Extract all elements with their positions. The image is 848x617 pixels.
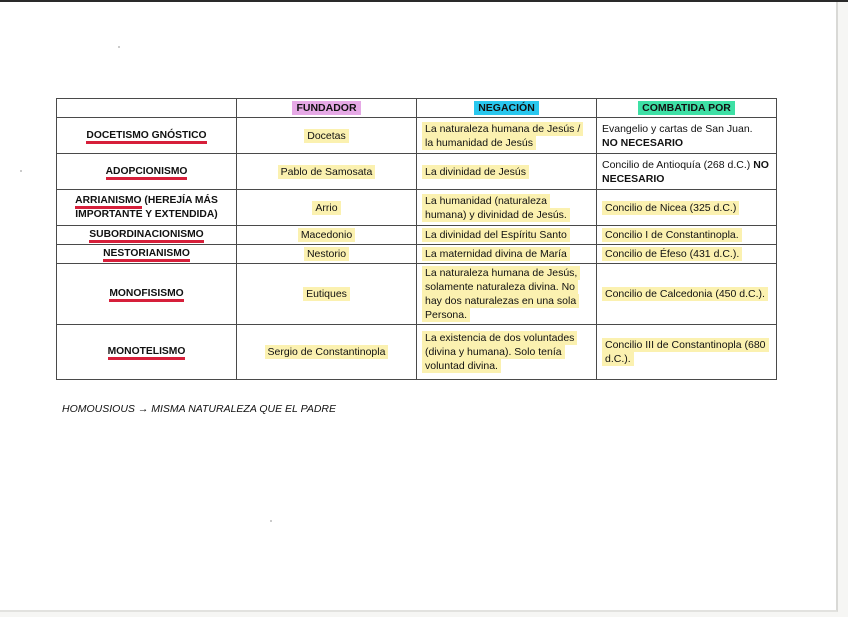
table-row xyxy=(57,325,777,380)
scan-edge-line xyxy=(0,0,848,2)
table-row xyxy=(57,264,777,325)
scan-speck xyxy=(20,170,22,172)
founder-cell: Docetas xyxy=(237,118,417,154)
negation-cell: La humanidad (naturaleza humana) y divinidad de Jesús. xyxy=(417,190,597,226)
table-row xyxy=(57,154,777,190)
combated-cell: Concilio de Antioquía (268 d.C.) NO NECESARIO xyxy=(597,154,777,190)
negation-cell: La divinidad de Jesús xyxy=(417,154,597,190)
combated-cell: Concilio I de Constantinopla. xyxy=(597,226,777,245)
heresy-name-cell: ARRIANISMO (HEREJÍA MÁS IMPORTANTE Y EXTENDIDA) xyxy=(57,190,237,226)
negation-cell: La divinidad del Espíritu Santo xyxy=(417,226,597,245)
heresy-name-cell: SUBORDINACIONISMO xyxy=(57,226,237,245)
negation-cell: La naturaleza humana de Jesús / la humanidad de Jesús xyxy=(417,118,597,154)
combated-cell: Concilio de Nicea (325 d.C.) xyxy=(597,190,777,226)
table-row xyxy=(57,118,777,154)
scan-speck xyxy=(270,520,272,522)
scan-speck xyxy=(118,46,120,48)
founder-cell: Macedonio xyxy=(237,226,417,245)
heresy-name-cell: DOCETISMO GNÓSTICO xyxy=(57,118,237,154)
header-combatida-por: COMBATIDA POR xyxy=(597,99,777,118)
negation-cell: La maternidad divina de María xyxy=(417,245,597,264)
founder-cell: Arrio xyxy=(237,190,417,226)
table-row xyxy=(57,226,777,245)
heresy-name-cell: ADOPCIONISMO xyxy=(57,154,237,190)
founder-cell: Nestorio xyxy=(237,245,417,264)
heresy-table xyxy=(56,98,777,380)
header-negacion: NEGACIÓN xyxy=(417,99,597,118)
heresy-name-cell: NESTORIANISMO xyxy=(57,245,237,264)
heresy-name-cell: MONOFISISMO xyxy=(57,264,237,325)
table-header-row xyxy=(57,99,777,118)
combated-cell: Concilio III de Constantinopla (680 d.C.). xyxy=(597,325,777,380)
homousious-note: HOMOUSIOUS → MISMA NATURALEZA QUE EL PADRE xyxy=(62,403,337,415)
header-fundador: FUNDADOR xyxy=(237,99,417,118)
negation-cell: La existencia de dos voluntades (divina y humana). Solo tenía voluntad divina. xyxy=(417,325,597,380)
founder-cell: Sergio de Constantinopla xyxy=(237,325,417,380)
table-row xyxy=(57,245,777,264)
founder-cell: Pablo de Samosata xyxy=(237,154,417,190)
combated-cell: Evangelio y cartas de San Juan. NO NECESARIO xyxy=(597,118,777,154)
heresy-name-cell: MONOTELISMO xyxy=(57,325,237,380)
combated-cell: Concilio de Calcedonia (450 d.C.). xyxy=(597,264,777,325)
table-row xyxy=(57,190,777,226)
negation-cell: La naturaleza humana de Jesús, solamente naturaleza divina. No hay dos naturalezas en una sola Persona. xyxy=(417,264,597,325)
founder-cell: Eutiques xyxy=(237,264,417,325)
combated-cell: Concilio de Éfeso (431 d.C.). xyxy=(597,245,777,264)
header-empty-cell xyxy=(57,99,237,118)
